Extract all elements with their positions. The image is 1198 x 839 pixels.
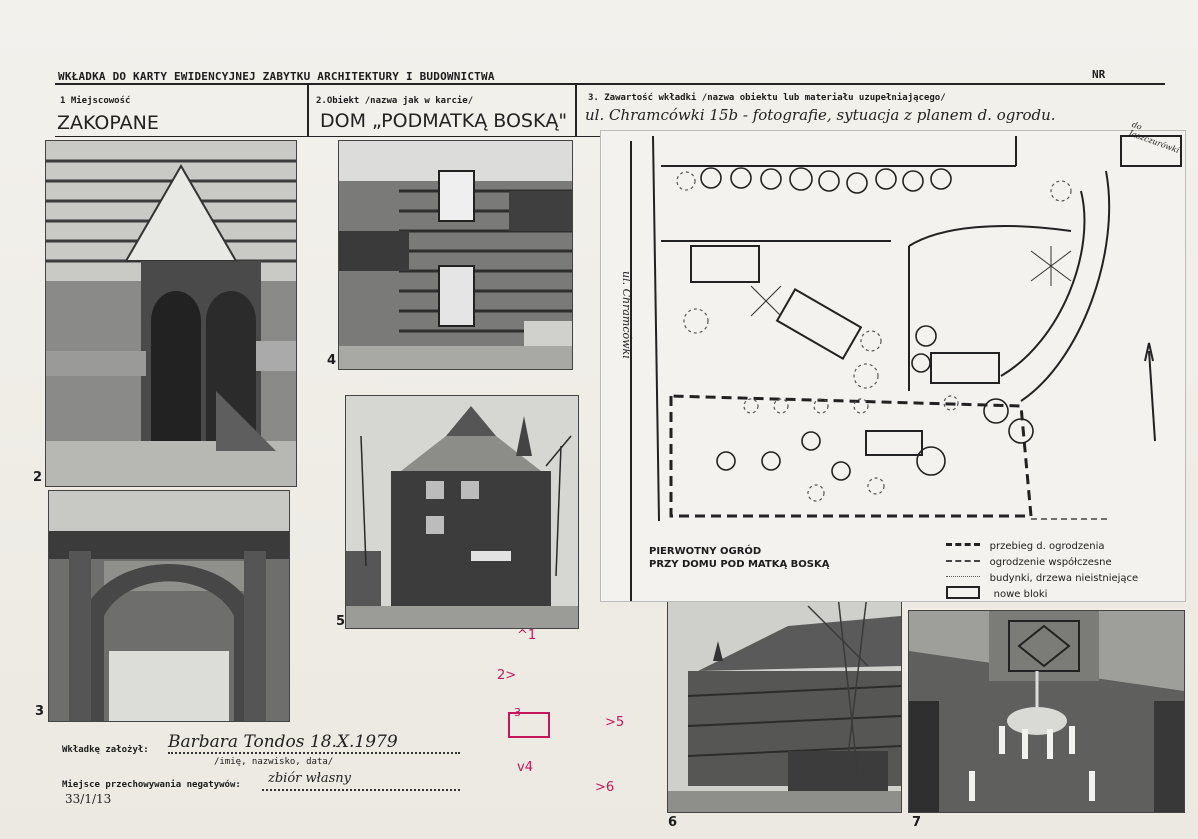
viewpoint-marker-6-number: 6	[605, 780, 615, 795]
plan-corner-label: do Jaszczurówki	[1127, 119, 1181, 156]
field-2-label: 2.Obiekt /nazwa jak w karcie/	[316, 96, 474, 106]
legend-demolished	[946, 566, 1138, 582]
founder-sublabel: /imię, nazwisko, data/	[214, 757, 334, 767]
legend-new-blocks	[946, 582, 1138, 598]
plan-street-label: ul. Chramcówki	[620, 271, 633, 359]
viewpoint-marker-5-number: 5	[615, 715, 625, 730]
founder-dotted-line	[168, 752, 460, 754]
viewpoint-marker-1: ^1	[517, 628, 537, 643]
legend-new-blocks-swatch	[946, 586, 980, 599]
field-2-value: DOM „PODMATKĄ BOSKĄ"	[320, 110, 568, 132]
viewpoint-marker-2-number: 2	[497, 668, 506, 683]
photo-number-3: 3	[35, 704, 45, 719]
photo-number-2: 2	[33, 470, 43, 485]
viewpoint-marker-6: >6	[595, 780, 615, 795]
header-rule	[55, 83, 1165, 85]
photo-porch-entrance	[45, 140, 297, 487]
document-title: WKŁADKA DO KARTY EWIDENCYJNEJ ZABYTKU ARCHITEKTURY I BUDOWNICTWA	[58, 70, 495, 83]
legend-old-fence-label: przebieg d. ogrodzenia	[989, 541, 1105, 552]
garden-site-plan	[600, 119, 1186, 602]
photo-number-4: 4	[327, 353, 337, 368]
founder-label: Wkładkę założył:	[62, 745, 149, 755]
founder-value: Barbara Tondos 18.X.1979	[168, 732, 398, 752]
field-1-label: 1 Miejscowość	[60, 96, 131, 106]
field-3-label: 3. Zawartość wkładki /nazwa obiektu lub materiału uzupełniającego/	[588, 93, 946, 103]
legend-new-blocks-label: nowe bloki	[993, 589, 1048, 600]
photo-number-5: 5	[336, 614, 346, 629]
field-divider-2	[575, 85, 577, 137]
viewpoint-marker-4-number: 4	[524, 760, 533, 775]
viewpoint-marker-3: 3	[514, 706, 521, 719]
legend-modern-fence-label: ogrodzenie współczesne	[989, 557, 1112, 568]
photo-number-6: 6	[668, 815, 678, 830]
photo-side-balconies	[338, 140, 573, 370]
negatives-label: Miejsce przechowywania negatywów:	[62, 780, 241, 790]
field-divider-1	[307, 85, 309, 137]
photo-ceiling-chandelier	[908, 610, 1185, 813]
plan-title-line-2: PRZY DOMU POD MATKĄ BOSKĄ	[649, 559, 830, 570]
plan-title-line-1: PIERWOTNY OGRÓD	[649, 546, 762, 557]
photo-rear-view	[667, 585, 902, 813]
legend-demolished-swatch	[946, 576, 980, 577]
viewpoint-marker-5: >5	[605, 715, 625, 730]
viewpoint-marker-1-number: 1	[527, 628, 537, 643]
field-1-value: ZAKOPANE	[57, 112, 159, 134]
negatives-value: zbiór własny	[268, 771, 351, 786]
legend-modern-fence-swatch	[946, 560, 980, 562]
field-3-value: ul. Chramcówki 15b - fotografie, sytuacja z planem d. ogrodu.	[585, 106, 1056, 124]
legend-demolished-label: budynki, drzewa nieistniejące	[989, 573, 1139, 584]
stamp-number: 33/1/13	[65, 792, 112, 806]
photo-front-view	[345, 395, 579, 629]
plan-legend	[946, 534, 1138, 598]
viewpoint-marker-4: v4	[517, 760, 533, 775]
legend-old-fence	[946, 534, 1138, 550]
viewpoint-marker-2: 2>	[497, 668, 517, 683]
nr-label: NR	[1092, 68, 1106, 81]
photo-number-7: 7	[912, 815, 922, 830]
photo-carved-arch	[48, 490, 290, 722]
legend-modern-fence	[946, 550, 1138, 566]
negatives-dotted-line	[262, 789, 460, 791]
legend-old-fence-swatch	[946, 543, 980, 546]
